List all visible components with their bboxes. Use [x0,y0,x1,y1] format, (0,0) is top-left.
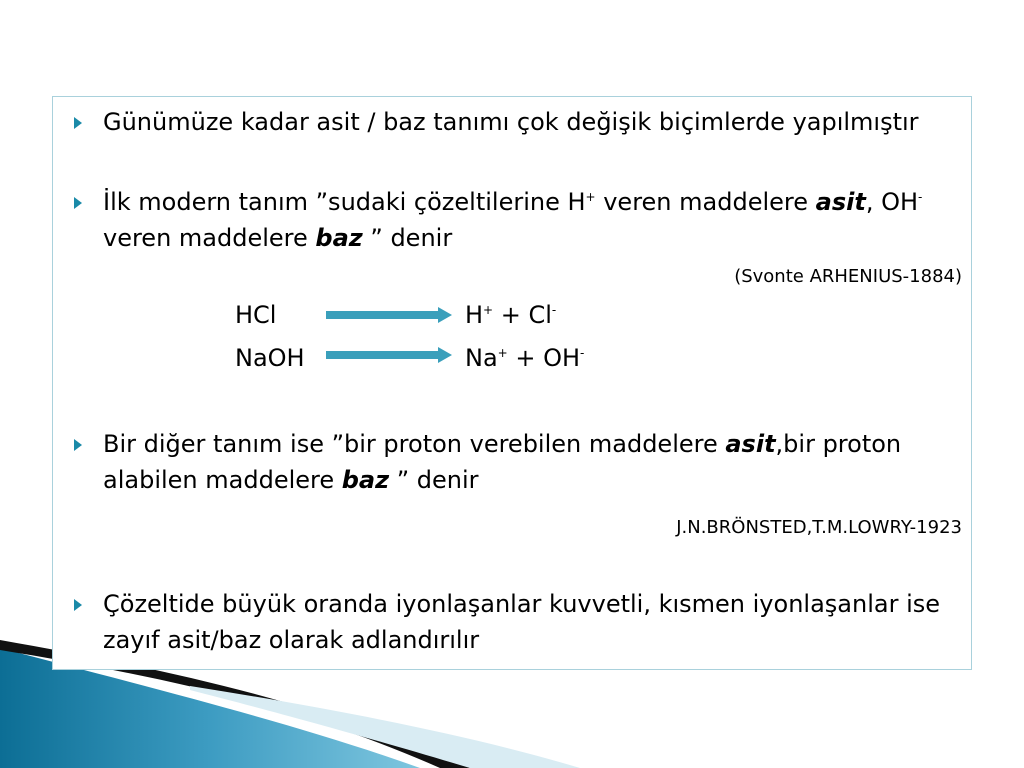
triangle-right-icon [74,197,82,209]
arrow-right-icon [326,307,456,323]
bullet-text: Günümüze kadar asit / baz tanımı çok değişik biçimlerde yapılmıştır [103,108,919,136]
term-base: baz [341,466,390,494]
bullet-text: İlk modern tanım ”sudaki çözeltilerine H+ veren maddelere asit, OH- veren maddelere baz ” denir [103,188,923,252]
citation-arrhenius: (Svonte ARHENIUS-1884) [734,266,962,287]
equation-reactant: NaOH [235,344,305,372]
equation-products: H+ + Cl- [465,301,557,329]
arrow-right-icon [326,347,456,363]
bullet-item-1 [74,104,954,140]
bullet-text: Çözeltide büyük oranda iyonlaşanlar kuvvetli, kısmen iyonlaşanlar ise zayıf asit/baz olarak adlandırılır [103,590,941,654]
term-acid: asit [815,188,866,216]
content-frame [52,96,972,670]
bullet-item-4 [74,586,954,658]
equation-products: Na+ + OH- [465,344,585,372]
bullet-item-2 [74,184,954,256]
triangle-right-icon [74,439,82,451]
term-acid: asit [725,430,776,458]
term-base: baz [315,224,363,252]
equation-reactant: HCl [235,301,277,329]
citation-bronsted: J.N.BRÖNSTED,T.M.LOWRY-1923 [676,517,962,538]
bullet-text: Bir diğer tanım ise ”bir proton verebilen maddelere asit,bir proton alabilen maddelere baz ” denir [103,430,902,494]
bullet-item-3 [74,426,954,498]
triangle-right-icon [74,117,82,129]
triangle-right-icon [74,599,82,611]
